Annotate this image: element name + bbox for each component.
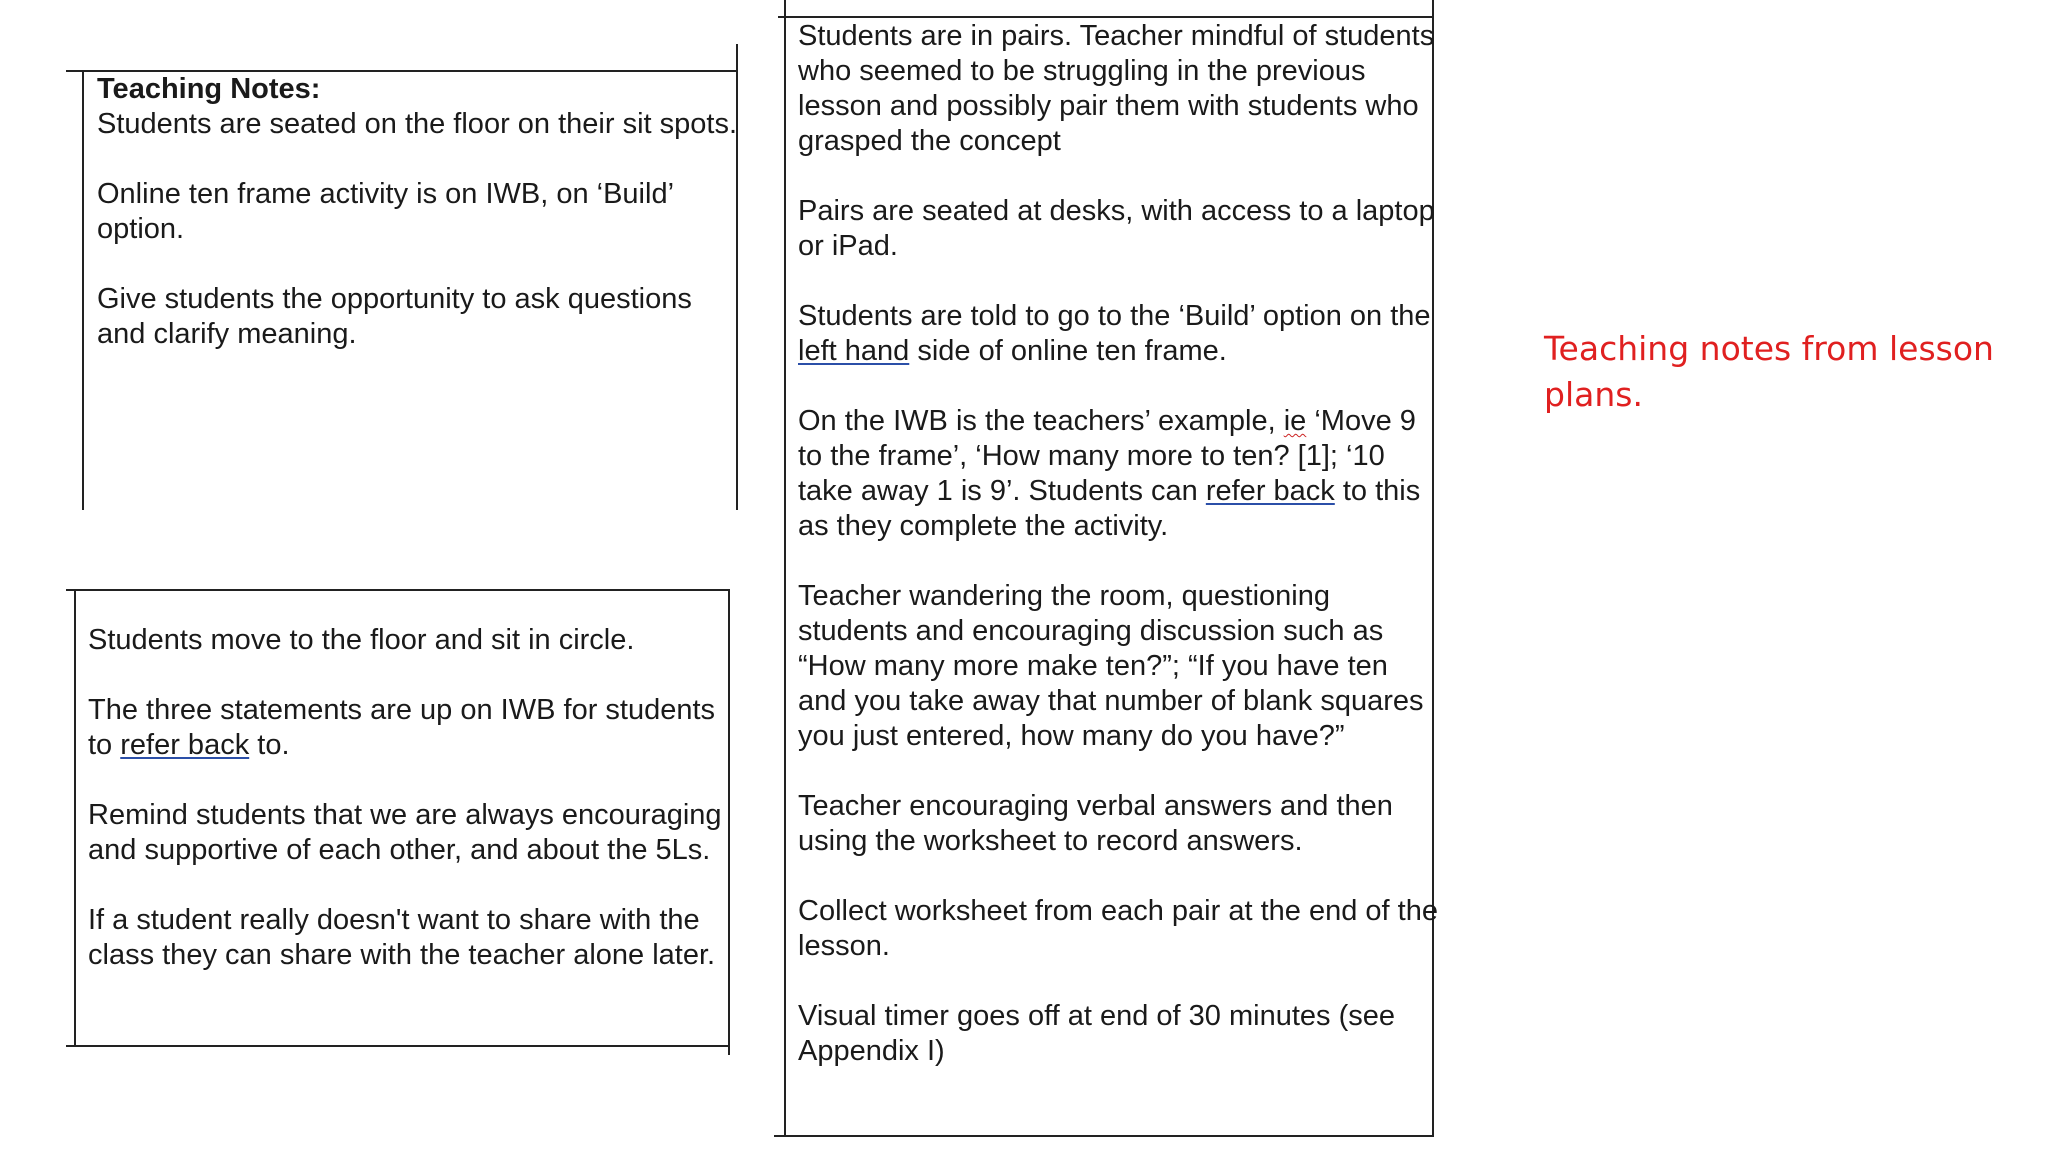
middle-p4-text: On the IWB is the teachers’ example, xyxy=(798,405,1284,437)
left-bottom-p2-text: The three statements are up on IWB for students to xyxy=(88,694,716,761)
middle-p4-end: to this as they complete the activity. xyxy=(798,475,1421,542)
middle-p4 xyxy=(798,404,1438,544)
left-bottom-p3: Remind students that we are always encouraging and supportive of each other, and about the 5Ls. xyxy=(88,799,722,866)
middle-box xyxy=(798,19,1438,1069)
middle-box-bottom-border xyxy=(774,1135,1434,1137)
teaching-notes-heading: Teaching Notes: xyxy=(97,73,321,105)
middle-p3 xyxy=(798,299,1438,369)
middle-box-left-border xyxy=(784,0,786,1137)
refer-back-link[interactable]: refer back xyxy=(120,729,250,761)
left-bottom-p4: If a student really doesn't want to share with the class they can share with the teacher alone later. xyxy=(88,904,716,971)
middle-p5: Teacher wandering the room, questioning students and encouraging discussion such as “How many more make ten?”; “If you have ten and you take away that number of blank squares you just entered, how many do you have?” xyxy=(798,580,1424,752)
left-top-box xyxy=(97,72,737,352)
middle-p1: Students are in pairs. Teacher mindful of students who seemed to be struggling in the previous lesson and possibly pair them with students who grasped the concept xyxy=(798,20,1435,157)
middle-p8: Visual timer goes off at end of 30 minutes (see Appendix I) xyxy=(798,1000,1395,1067)
left-bottom-p2 xyxy=(88,693,728,763)
left-bottom-p2-end: to. xyxy=(249,729,290,761)
middle-p2: Pairs are seated at desks, with access to a laptop or iPad. xyxy=(798,195,1435,262)
ie-word: ie xyxy=(1283,405,1307,437)
left-top-p1: Students are seated on the floor on their sit spots. xyxy=(97,108,737,140)
left-bottom-p1: Students move to the floor and sit in circle. xyxy=(88,624,635,656)
left-top-p3: Give students the opportunity to ask questions and clarify meaning. xyxy=(97,283,692,350)
left-bottom-box-left-border xyxy=(74,589,76,1045)
middle-p3-end: side of online ten frame. xyxy=(909,335,1227,367)
middle-p3-text: Students are told to go to the ‘Build’ option on the xyxy=(798,300,1431,332)
left-bottom-box-bottom-border xyxy=(66,1045,730,1047)
left-bottom-box xyxy=(88,623,728,973)
middle-p7: Collect worksheet from each pair at the end of the lesson. xyxy=(798,895,1438,962)
middle-p4-mid: ‘Move 9 to the frame’, ‘How many more to ten? [1]; ‘10 take away 1 is 9’. Students can xyxy=(798,405,1416,507)
caption-text: Teaching notes from lesson plans. xyxy=(1544,329,1994,414)
left-hand-link[interactable]: left hand xyxy=(798,335,910,367)
middle-box-top-border xyxy=(778,16,1434,18)
middle-p6: Teacher encouraging verbal answers and then using the worksheet to record answers. xyxy=(798,790,1393,857)
refer-back-link-2[interactable]: refer back xyxy=(1205,475,1335,507)
left-bottom-box-right-border xyxy=(728,589,730,1055)
left-bottom-box-top-border xyxy=(66,589,730,591)
left-top-box-left-border xyxy=(82,70,84,510)
left-top-p2: Online ten frame activity is on IWB, on ‘Build’ option. xyxy=(97,178,673,245)
